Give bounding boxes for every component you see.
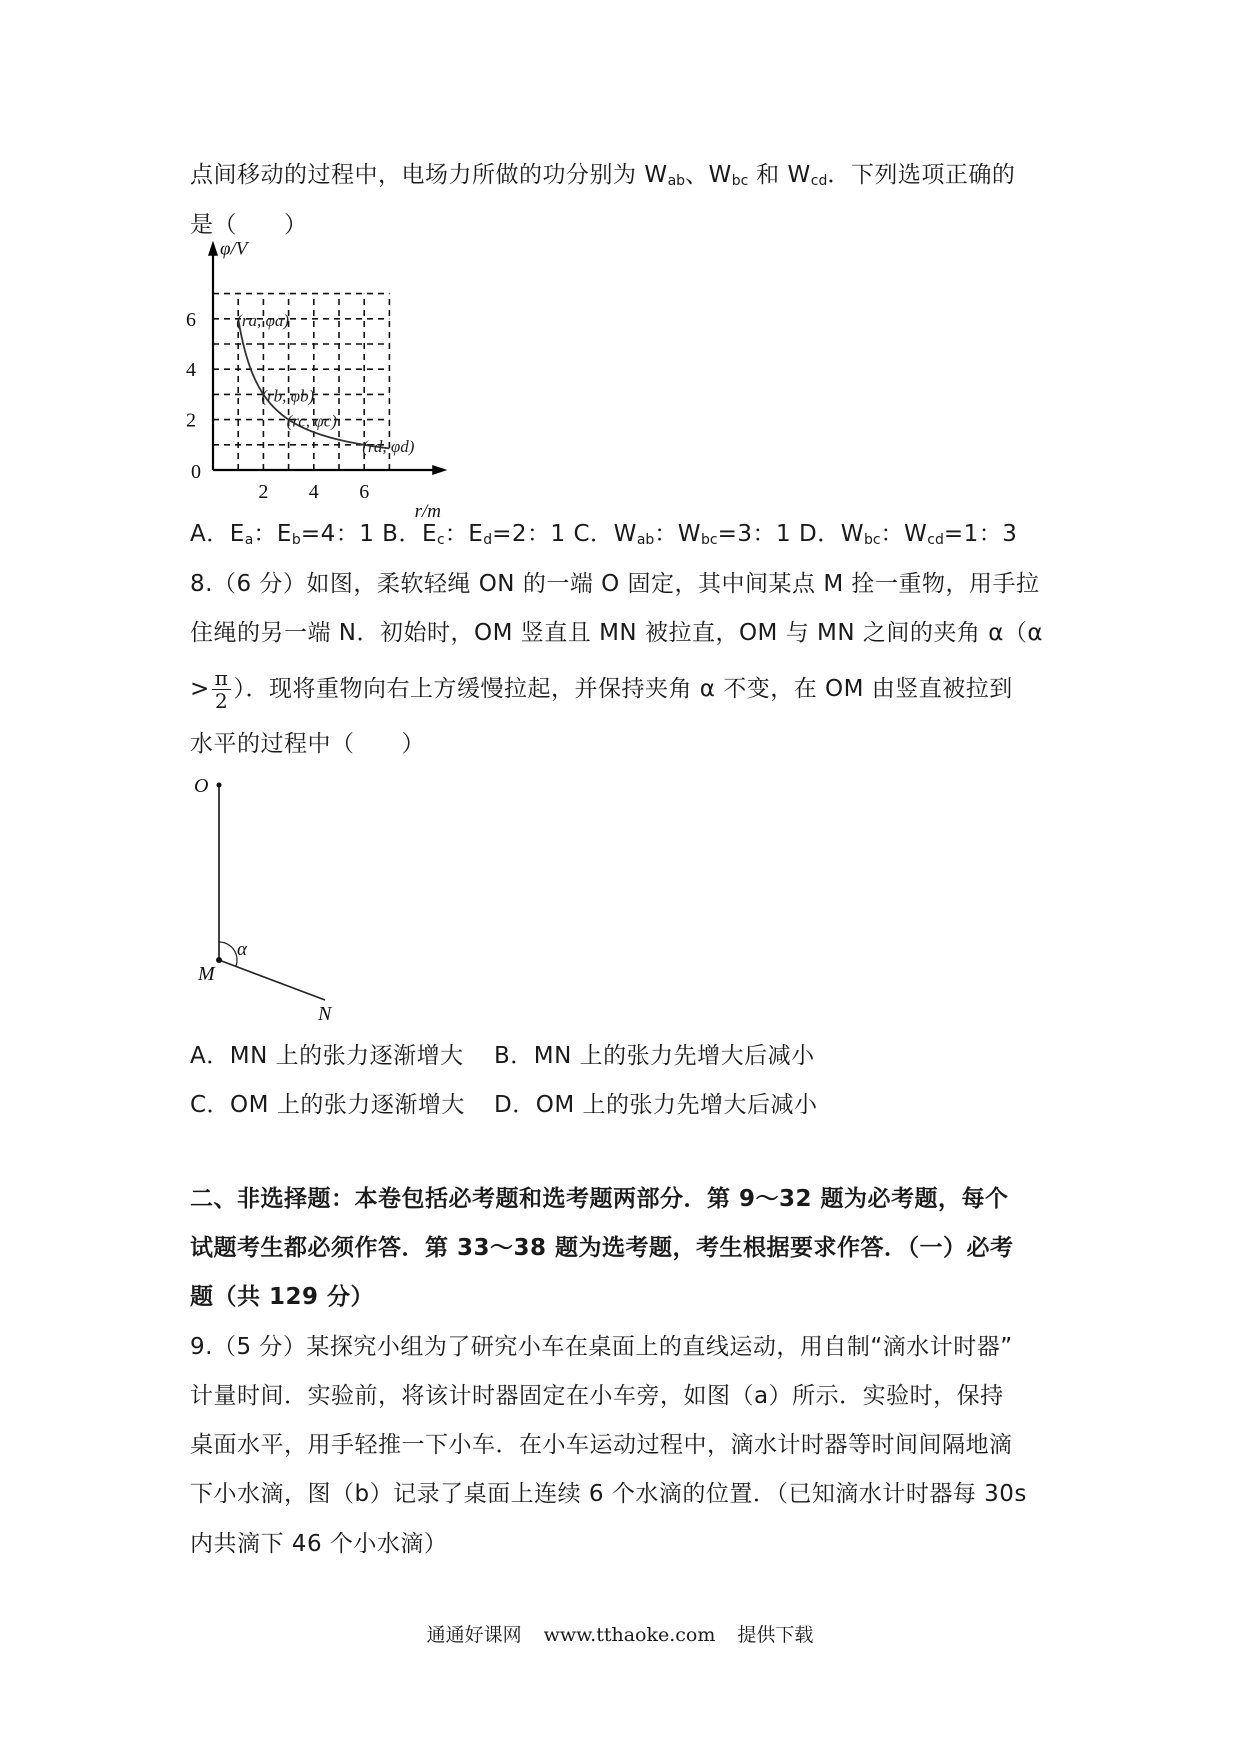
w-bc-subscript: bc bbox=[731, 173, 749, 189]
greater-than: > bbox=[190, 676, 210, 702]
fraction-denominator: 2 bbox=[214, 689, 229, 713]
w-symbol: W bbox=[644, 162, 668, 188]
label-alpha: α bbox=[237, 939, 247, 960]
ratio-value: =3：1 bbox=[717, 521, 792, 547]
x-tick-label: 4 bbox=[308, 481, 319, 503]
ratio-value: =1：3 bbox=[943, 521, 1018, 547]
w-symbol: W bbox=[787, 162, 811, 188]
q7-option-b[interactable] bbox=[382, 521, 566, 547]
colon: ： bbox=[880, 521, 905, 547]
q9-stem-line-5: 内共滴下 46 个小水滴） bbox=[190, 1531, 448, 1557]
ratio-value: =2：1 bbox=[492, 521, 566, 547]
fraction-numerator: π bbox=[212, 667, 232, 690]
w-symbol: W bbox=[613, 521, 637, 547]
q8-option-a[interactable]: A．MN 上的张力逐渐增大 bbox=[190, 1043, 464, 1069]
subscript: b bbox=[291, 532, 301, 548]
subscript: cd bbox=[927, 532, 944, 548]
subscript: a bbox=[244, 532, 254, 548]
separator: 和 bbox=[748, 162, 788, 188]
point-m bbox=[216, 957, 222, 963]
q8-stem-line-1: 8.（6 分）如图，柔软轻绳 ON 的一端 O 固定，其中间某点 M 拴一重物，用手拉 bbox=[190, 571, 1040, 597]
e-symbol: E bbox=[421, 521, 437, 547]
subscript: d bbox=[483, 532, 493, 548]
footer-suffix: 提供下载 bbox=[737, 1624, 814, 1646]
footer-url[interactable]: www.tthaoke.com bbox=[543, 1624, 716, 1646]
point-annotation: (ra, φa) bbox=[236, 310, 290, 330]
page-footer bbox=[0, 1620, 1240, 1647]
option-label: C． bbox=[573, 521, 614, 547]
q7-stem-text: 点间移动的过程中，电场力所做的功分别为 bbox=[190, 162, 645, 188]
subscript: bc bbox=[701, 532, 718, 548]
y-axis-label: φ/V bbox=[220, 238, 248, 260]
x-axis-label: r/m bbox=[414, 501, 442, 520]
y-axis-arrow bbox=[208, 241, 218, 256]
section-2-heading-line-2: 试题考生都必须作答．第 33～38 题为选考题，考生根据要求作答．（一）必考 bbox=[190, 1235, 1014, 1261]
ratio-value: =4：1 bbox=[300, 521, 375, 547]
footer-site-name: 通通好课网 bbox=[426, 1624, 522, 1646]
q7-options bbox=[190, 519, 1017, 555]
w-symbol: W bbox=[840, 521, 864, 547]
w-cd-subscript: cd bbox=[810, 173, 828, 189]
subscript: c bbox=[437, 532, 445, 548]
y-tick-label: 6 bbox=[186, 308, 196, 331]
colon: ： bbox=[654, 521, 678, 547]
option-label: B． bbox=[382, 521, 422, 547]
label-n: N bbox=[318, 1003, 332, 1025]
q7-option-d[interactable] bbox=[799, 521, 1017, 547]
y-tick-label: 2 bbox=[186, 409, 196, 432]
label-o: O bbox=[194, 775, 209, 797]
q8-stem-line-3 bbox=[190, 667, 1013, 712]
x-tick-label: 2 bbox=[258, 481, 269, 503]
pi-over-2-fraction bbox=[212, 667, 232, 712]
e-symbol: E bbox=[468, 521, 484, 547]
x-tick-label: 6 bbox=[359, 481, 370, 503]
w-ab-subscript: ab bbox=[667, 173, 686, 189]
q7-option-a[interactable] bbox=[190, 521, 374, 547]
option-label: A． bbox=[190, 521, 230, 547]
e-symbol: E bbox=[276, 521, 292, 547]
y-tick-label: 4 bbox=[186, 359, 196, 382]
q8-stem-line-2: 住绳的另一端 N．初始时，OM 竖直且 MN 被拉直，OM 与 MN 之间的夹角 α（α bbox=[190, 620, 1044, 646]
w-symbol: W bbox=[904, 521, 928, 547]
q8-option-c[interactable]: C．OM 上的张力逐渐增大 bbox=[190, 1092, 465, 1118]
q9-stem-line-2: 计量时间．实验前，将该计时器固定在小车旁，如图（a）所示．实验时，保持 bbox=[190, 1383, 1004, 1409]
section-2-heading-line-3: 题（共 129 分） bbox=[190, 1284, 375, 1310]
subscript: bc bbox=[863, 532, 881, 548]
potential-distance-chart bbox=[0, 0, 1240, 520]
origin-label: 0 bbox=[191, 461, 201, 483]
angle-alpha-arc bbox=[219, 942, 237, 966]
q9-stem-line-3: 桌面水平，用手轻推一下小车．在小车运动过程中，滴水计时器等时间间隔地滴 bbox=[190, 1432, 1013, 1458]
point-o bbox=[217, 783, 222, 788]
x-axis-arrow bbox=[432, 465, 447, 475]
q8-stem-line-4: 水平的过程中（ ） bbox=[190, 731, 425, 757]
q7-option-c[interactable] bbox=[574, 521, 792, 547]
option-label: D． bbox=[798, 521, 841, 547]
section-2-heading-line-1: 二、非选择题：本卷包括必考题和选考题两部分．第 9～32 题为必考题，每个 bbox=[190, 1186, 1009, 1212]
q9-stem-line-1: 9.（5 分）某探究小组为了研究小车在桌面上的直线运动，用自制“滴水计时器” bbox=[190, 1334, 1013, 1360]
q8-option-b[interactable]: B．MN 上的张力先增大后减小 bbox=[494, 1043, 815, 1069]
q7-stem-line-2: 是（ ） bbox=[190, 212, 308, 238]
point-annotation: (rd, φd) bbox=[362, 436, 415, 456]
point-annotation: (rb, φb) bbox=[261, 386, 315, 406]
w-symbol: W bbox=[677, 521, 702, 547]
q8-option-d[interactable]: D．OM 上的张力先增大后减小 bbox=[494, 1092, 818, 1118]
subscript: ab bbox=[636, 532, 655, 548]
w-symbol: W bbox=[708, 162, 732, 188]
q8-stem-text: ）．现将重物向右上方缓慢拉起，并保持夹角 α 不变，在 OM 由竖直被拉到 bbox=[233, 676, 1013, 702]
point-annotation: (rc, φc) bbox=[286, 411, 337, 431]
separator: 、 bbox=[685, 162, 709, 188]
colon: ： bbox=[444, 521, 469, 547]
q7-stem-suffix: ．下列选项正确的 bbox=[827, 162, 1016, 188]
rope-diagram bbox=[180, 770, 380, 1030]
label-m: M bbox=[198, 963, 215, 985]
e-symbol: E bbox=[229, 521, 245, 547]
rope-mn bbox=[219, 960, 325, 1000]
q9-stem-line-4: 下小水滴，图（b）记录了桌面上连续 6 个水滴的位置．（已知滴水计时器每 30s bbox=[190, 1481, 1027, 1507]
colon: ： bbox=[253, 521, 277, 547]
